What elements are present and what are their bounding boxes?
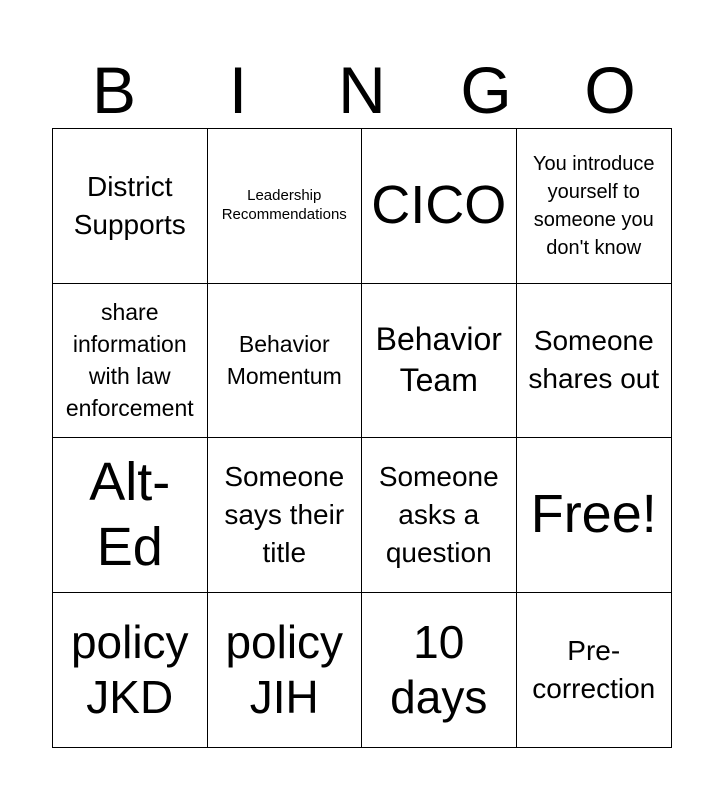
cell-label: Alt-Ed	[89, 451, 171, 577]
cell-label: Leadership Recommendations	[221, 187, 347, 223]
cell-label: 10 days	[390, 615, 488, 723]
cell-label: You introduce yourself to someone you don't know	[532, 152, 655, 259]
header-letter-g: G	[460, 53, 512, 127]
cell-label: policy JIH	[225, 615, 344, 723]
header-letter-o: O	[584, 53, 636, 127]
cell-label: CICO	[371, 175, 507, 236]
cell-label: Behavior Team	[375, 320, 502, 399]
bingo-cell[interactable]	[53, 438, 208, 593]
cell-label: Someone shares out	[528, 325, 660, 395]
bingo-cell[interactable]	[362, 284, 517, 439]
free-space-cell[interactable]	[517, 438, 672, 593]
header-letter-n: N	[338, 53, 386, 127]
header-letter-i: I	[228, 53, 248, 127]
cell-label: Someone asks a question	[378, 461, 499, 568]
cell-label: share information with law enforcement	[65, 298, 194, 422]
bingo-cell[interactable]	[362, 593, 517, 748]
bingo-cell[interactable]	[517, 593, 672, 748]
bingo-header	[52, 52, 672, 128]
bingo-cell[interactable]	[53, 593, 208, 748]
header-letter-b: B	[91, 53, 137, 127]
bingo-board	[52, 128, 672, 748]
bingo-cell[interactable]	[53, 284, 208, 439]
cell-label: Pre-correction	[532, 634, 656, 704]
bingo-cell[interactable]	[208, 593, 363, 748]
bingo-cell[interactable]	[208, 284, 363, 439]
bingo-cell[interactable]	[517, 284, 672, 439]
cell-label: Free!	[530, 484, 657, 545]
bingo-cell[interactable]	[53, 129, 208, 284]
bingo-cell[interactable]	[517, 129, 672, 284]
cell-label: Someone says their title	[224, 461, 345, 568]
bingo-cell[interactable]	[208, 129, 363, 284]
cell-label: policy JKD	[70, 615, 189, 723]
cell-label: District Supports	[73, 170, 186, 240]
cell-label: Behavior Momentum	[226, 331, 342, 390]
bingo-cell[interactable]	[362, 129, 517, 284]
bingo-cell[interactable]	[208, 438, 363, 593]
bingo-cell[interactable]	[362, 438, 517, 593]
